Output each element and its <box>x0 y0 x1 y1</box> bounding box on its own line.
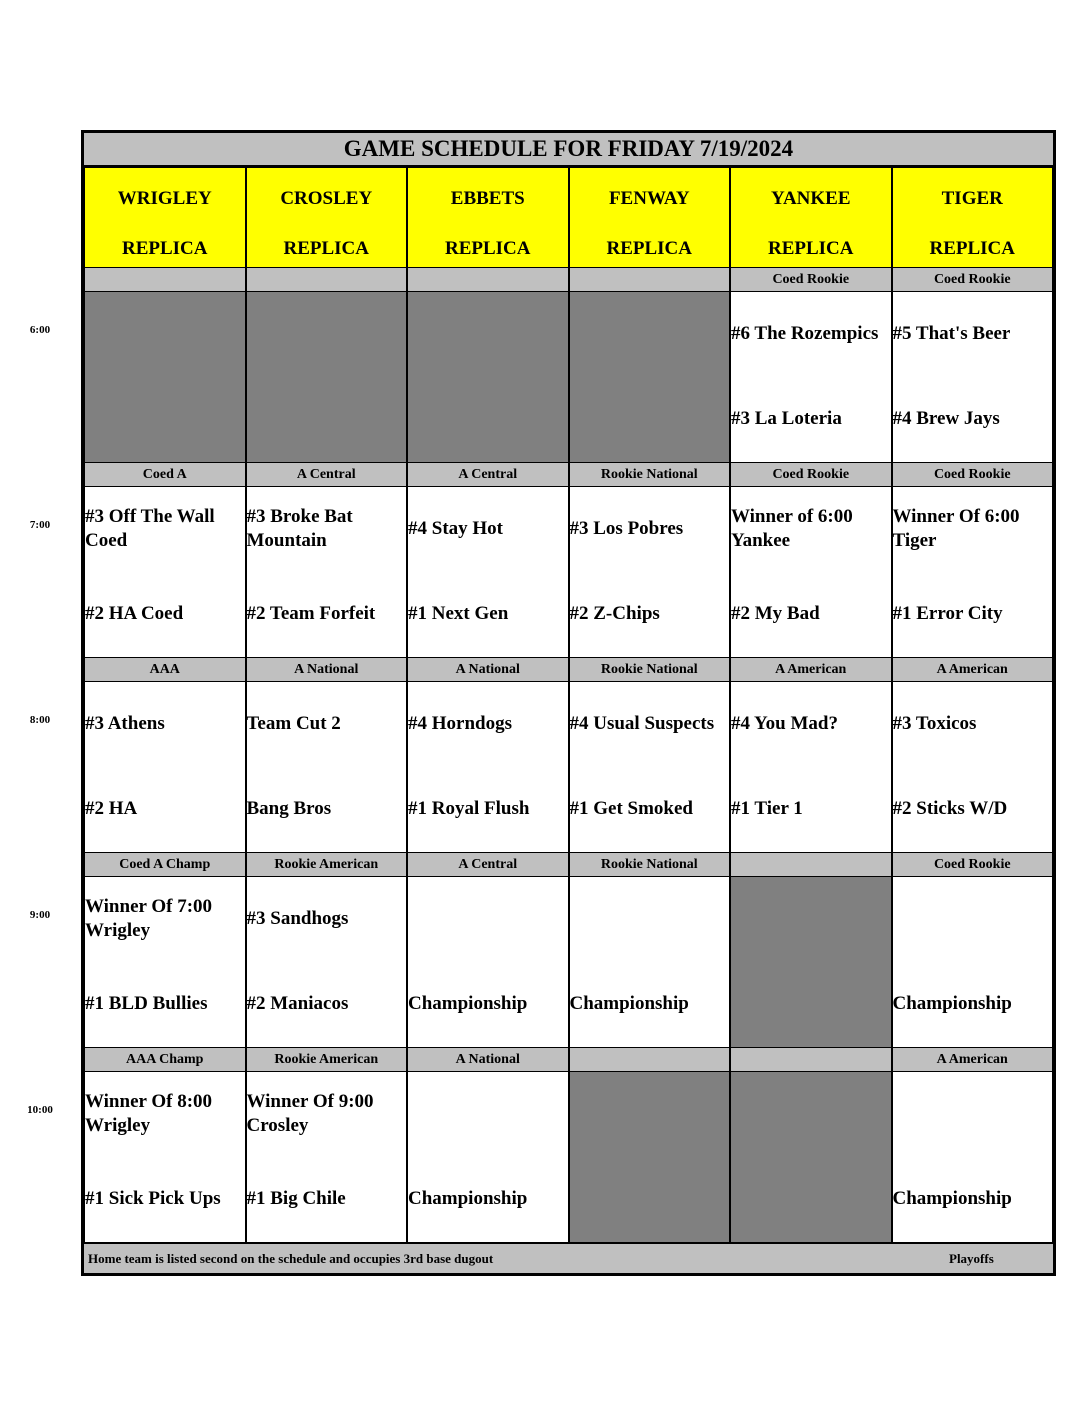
field-header-crosley <box>246 167 408 281</box>
division-label: AAA Champ <box>84 1047 246 1073</box>
game-cell <box>892 1071 1054 1244</box>
field-name: WRIGLEY <box>117 188 212 209</box>
division-label <box>730 1047 892 1073</box>
field-subtitle: REPLICA <box>767 238 854 259</box>
game-row <box>84 681 1053 854</box>
home-team: Championship <box>408 993 528 1014</box>
unused-slot <box>407 291 569 464</box>
field-name: FENWAY <box>608 188 690 209</box>
game-cell <box>730 681 892 854</box>
game-cell <box>246 1071 408 1244</box>
field-header-ebbets <box>407 167 569 281</box>
division-label-row <box>84 657 1053 683</box>
visiting-team: #3 Broke Bat Mountain <box>246 506 353 551</box>
visiting-team: #4 You Mad? <box>731 713 838 734</box>
home-team: #1 Error City <box>892 603 1003 624</box>
home-team: #1 Get Smoked <box>569 798 693 819</box>
home-team: #2 Team Forfeit <box>246 603 376 624</box>
field-subtitle: REPLICA <box>121 238 208 259</box>
playoffs-label: Playoffs <box>949 1251 994 1266</box>
time-label: 6:00 <box>29 324 51 336</box>
division-label: Rookie American <box>246 1047 408 1073</box>
schedule-table <box>81 130 1056 1276</box>
game-cell <box>569 681 731 854</box>
division-label <box>246 267 408 293</box>
visiting-team: #3 Athens <box>85 713 165 734</box>
home-team: #2 Maniacos <box>246 993 349 1014</box>
division-label: A National <box>407 1047 569 1073</box>
schedule-title: GAME SCHEDULE FOR FRIDAY 7/19/2024 <box>84 133 1053 167</box>
visiting-team: Winner Of 6:00 Tiger <box>892 506 1020 551</box>
game-row <box>84 876 1053 1049</box>
field-name: YANKEE <box>770 188 851 209</box>
unused-slot <box>730 876 892 1049</box>
game-cell <box>407 486 569 659</box>
division-label: AAA <box>84 657 246 683</box>
division-label <box>407 267 569 293</box>
visiting-team: #4 Horndogs <box>408 713 512 734</box>
home-team: Championship <box>892 1188 1012 1209</box>
game-cell <box>246 486 408 659</box>
division-label-row <box>84 267 1053 293</box>
unused-slot <box>246 291 408 464</box>
field-name: EBBETS <box>450 188 525 209</box>
field-header-tiger <box>892 167 1054 281</box>
division-label: Rookie American <box>246 852 408 878</box>
home-team: #1 BLD Bullies <box>85 993 208 1014</box>
time-label: 7:00 <box>29 519 51 531</box>
field-subtitle: REPLICA <box>606 238 692 259</box>
footer-bar <box>84 1242 1053 1273</box>
home-team: Championship <box>569 993 689 1014</box>
visiting-team: #4 Stay Hot <box>408 518 503 539</box>
division-label: Coed A Champ <box>84 852 246 878</box>
home-team: Championship <box>892 993 1012 1014</box>
home-team: #2 HA Coed <box>85 603 184 624</box>
home-team: #1 Tier 1 <box>731 798 803 819</box>
home-team: Championship <box>408 1188 528 1209</box>
home-team: #2 My Bad <box>731 603 820 624</box>
visiting-team: #4 Usual Suspects <box>569 713 715 734</box>
division-label: A National <box>246 657 408 683</box>
footer-note: Home team is listed second on the schedule and occupies 3rd base dugout <box>88 1251 494 1266</box>
game-cell <box>84 1071 246 1244</box>
division-label: A American <box>892 657 1054 683</box>
visiting-team: #6 The Rozempics <box>731 323 879 344</box>
division-label <box>569 1047 731 1073</box>
time-label: 8:00 <box>29 714 51 726</box>
division-label: Coed A <box>84 462 246 488</box>
division-label: Rookie National <box>569 462 731 488</box>
field-header-yankee <box>730 167 892 281</box>
division-label: A National <box>407 657 569 683</box>
home-team: #2 HA <box>85 798 138 819</box>
home-team: #1 Big Chile <box>246 1188 346 1209</box>
game-row <box>84 1071 1053 1244</box>
game-cell <box>246 681 408 854</box>
field-header-wrigley <box>84 167 246 281</box>
division-label <box>730 852 892 878</box>
unused-slot <box>569 291 731 464</box>
unused-slot <box>569 1071 731 1244</box>
game-cell <box>84 486 246 659</box>
visiting-team: #3 Sandhogs <box>246 908 349 929</box>
game-cell <box>569 876 731 1049</box>
field-header-row <box>84 167 1053 281</box>
visiting-team: Winner Of 9:00 Crosley <box>246 1091 374 1136</box>
visiting-team: Winner Of 8:00 Wrigley <box>85 1091 213 1136</box>
game-row <box>84 291 1053 464</box>
visiting-team: #3 Off The Wall Coed <box>85 506 215 551</box>
division-label: Rookie National <box>569 852 731 878</box>
time-label: 9:00 <box>29 909 51 921</box>
division-label: Coed Rookie <box>892 462 1054 488</box>
field-name: TIGER <box>941 188 1003 209</box>
visiting-team: #3 Toxicos <box>892 713 977 734</box>
division-label: A Central <box>246 462 408 488</box>
division-label: Coed Rookie <box>730 267 892 293</box>
visiting-team: #5 That's Beer <box>892 323 1011 344</box>
unused-slot <box>84 291 246 464</box>
game-cell <box>84 681 246 854</box>
game-cell <box>407 876 569 1049</box>
game-cell <box>730 486 892 659</box>
division-label-row <box>84 852 1053 878</box>
division-label: Coed Rookie <box>730 462 892 488</box>
game-cell <box>407 681 569 854</box>
division-label: A Central <box>407 852 569 878</box>
game-row <box>84 486 1053 659</box>
game-cell <box>730 291 892 464</box>
field-subtitle: REPLICA <box>283 238 369 259</box>
division-label: A American <box>892 1047 1054 1073</box>
time-label: 10:00 <box>27 1104 53 1116</box>
division-label: Rookie National <box>569 657 731 683</box>
home-team: #2 Z-Chips <box>569 603 660 624</box>
home-team: Bang Bros <box>246 798 332 819</box>
home-team: #4 Brew Jays <box>892 408 1000 429</box>
home-team: #3 La Loteria <box>731 408 842 429</box>
game-cell <box>892 291 1054 464</box>
game-cell <box>246 876 408 1049</box>
game-cell <box>892 876 1054 1049</box>
unused-slot <box>730 1071 892 1244</box>
division-label <box>569 267 731 293</box>
home-team: #1 Sick Pick Ups <box>85 1188 221 1209</box>
visiting-team: Winner Of 7:00 Wrigley <box>85 896 213 941</box>
game-cell <box>892 486 1054 659</box>
division-label-row <box>84 462 1053 488</box>
division-label: Coed Rookie <box>892 852 1054 878</box>
field-subtitle: REPLICA <box>444 238 531 259</box>
home-team: #1 Royal Flush <box>408 798 530 819</box>
field-subtitle: REPLICA <box>929 238 1015 259</box>
division-label: Coed Rookie <box>892 267 1054 293</box>
game-cell <box>892 681 1054 854</box>
division-label-row <box>84 1047 1053 1073</box>
game-cell <box>407 1071 569 1244</box>
division-label: A American <box>730 657 892 683</box>
division-label <box>84 267 246 293</box>
visiting-team: Team Cut 2 <box>246 713 341 734</box>
visiting-team: Winner of 6:00 Yankee <box>731 506 853 551</box>
visiting-team: #3 Los Pobres <box>569 518 684 539</box>
home-team: #2 Sticks W/D <box>892 798 1008 819</box>
division-label: A Central <box>407 462 569 488</box>
home-team: #1 Next Gen <box>408 603 509 624</box>
game-cell <box>84 876 246 1049</box>
game-cell <box>569 486 731 659</box>
field-header-fenway <box>569 167 731 281</box>
field-name: CROSLEY <box>280 188 373 209</box>
